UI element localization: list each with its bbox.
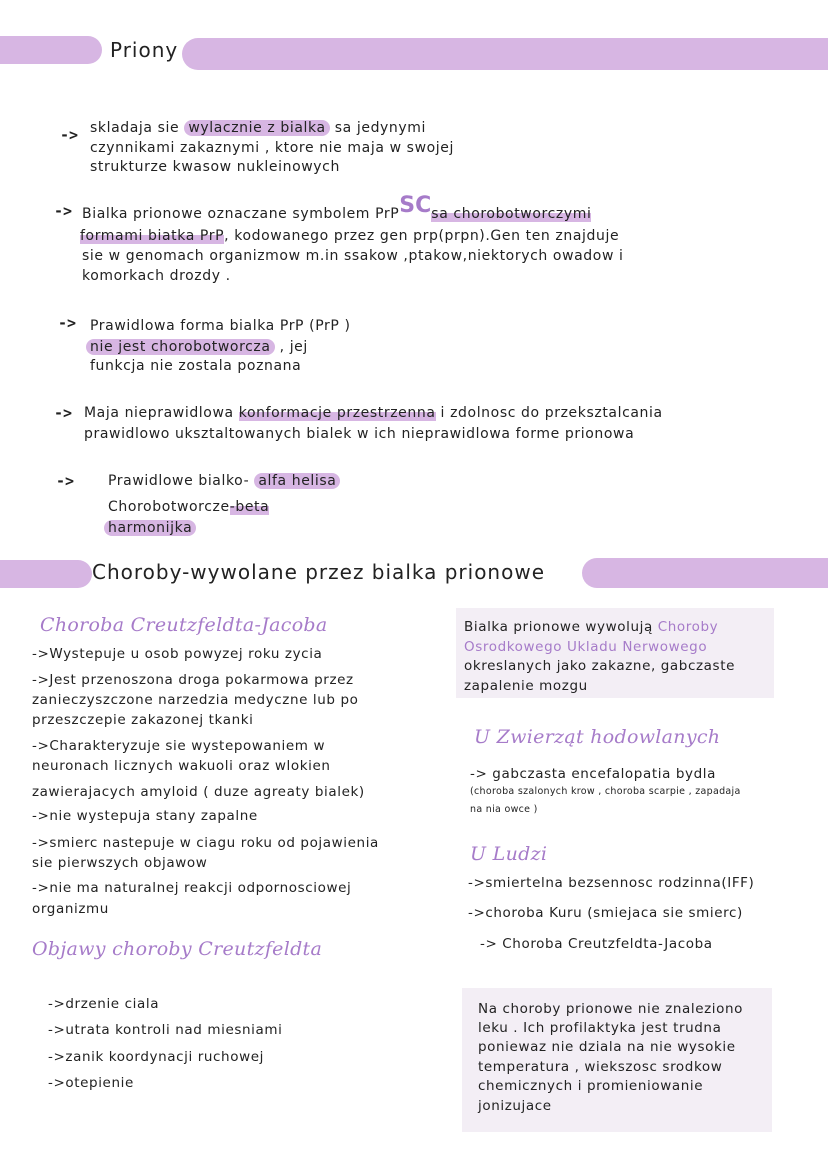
section-band-right xyxy=(582,558,828,588)
bullet-4-line-1: Maja nieprawidlowa konformacje przestrzenna i zdolnosc do przeksztalcania xyxy=(84,405,663,421)
arrow-1: -> xyxy=(60,126,79,144)
title-band-left xyxy=(0,36,102,64)
prp-sc-superscript: SC xyxy=(399,193,432,218)
cjd-item: ->Jest przenoszona droga pokarmowa przez xyxy=(32,672,354,688)
info-box-line: Osrodkowego Ukladu Nerwowego xyxy=(464,639,708,655)
info-box-line: zapalenie mozgu xyxy=(464,678,588,694)
info-box-line: Na choroby prionowe nie znaleziono xyxy=(478,1001,744,1017)
info-box-line: jonizujace xyxy=(478,1098,552,1114)
title-band-right xyxy=(182,38,828,70)
animals-note: na nia owce ) xyxy=(470,804,538,815)
highlight: -beta xyxy=(229,499,270,515)
bullet-5-line-1: Prawidlowe bialko- alfa helisa xyxy=(108,471,340,491)
cjd-item: ->nie wystepuja stany zapalne xyxy=(32,808,258,824)
cjd-item: ->Wystepuje u osob powyzej roku zycia xyxy=(32,646,323,662)
cjd-item: organizmu xyxy=(32,901,109,917)
highlight: nie jest chorobotworcza xyxy=(86,339,275,355)
section-title: Choroby-wywolane przez bialka prionowe xyxy=(92,560,545,584)
info-box-line: temperatura , wiekszosc srodkow xyxy=(478,1059,723,1075)
arrow-3: -> xyxy=(58,314,77,332)
bullet-2-line-4: komorkach drozdy . xyxy=(82,268,231,284)
animals-note: (choroba szalonych krow , choroba scarpie , zapadaja xyxy=(470,786,741,797)
symptoms-title: Objawy choroby Creutzfeldta xyxy=(32,938,323,960)
animals-item: -> gabczasta encefalopatia bydla xyxy=(470,766,716,782)
highlight: formami biatka PrP xyxy=(80,228,225,244)
bullet-2-line-3: sie w genomach organizmow m.in ssakow ,ptakow,niektorych owadow i xyxy=(82,248,624,264)
info-box-line: poniewaz nie dziala na nie wysokie xyxy=(478,1039,736,1055)
arrow-2: -> xyxy=(54,202,73,220)
bullet-3-line-2: nie jest chorobotworcza , jej xyxy=(86,337,308,357)
bullet-2-line-2: formami biatka PrP, kodowanego przez gen prp(prpn).Gen ten znajduje xyxy=(80,228,620,244)
highlight: harmonijka xyxy=(104,520,196,536)
bullet-1-line-3: strukturze kwasow nukleinowych xyxy=(90,159,340,175)
animals-title: U Zwierząt hodowlanych xyxy=(474,726,721,748)
symptom-item: ->zanik koordynacji ruchowej xyxy=(48,1049,264,1065)
cjd-item: ->smierc nastepuje w ciagu roku od pojawienia xyxy=(32,835,379,851)
info-box-line: Bialka prionowe wywolują Choroby xyxy=(464,619,719,635)
page-title: Priony xyxy=(110,38,179,62)
cjd-item: zawierajacych amyloid ( duze agreaty bialek) xyxy=(32,784,365,800)
bullet-3-line-1: Prawidlowa forma bialka PrP (PrP ) xyxy=(90,318,351,334)
humans-title: U Ludzi xyxy=(470,843,548,865)
cjd-item: sie pierwszych objawow xyxy=(32,855,208,871)
highlight: konformacje przestrzenna xyxy=(238,405,436,421)
cjd-item: neuronach licznych wakuoli oraz wlokien xyxy=(32,758,331,774)
highlight: alfa helisa xyxy=(254,473,340,489)
symptom-item: ->drzenie ciala xyxy=(48,996,160,1012)
cjd-item: zanieczyszczone narzedzia medyczne lub po xyxy=(32,692,359,708)
bullet-5-line-2: Chorobotworcze-beta xyxy=(108,499,270,515)
info-box-line: chemicznych i promieniowanie xyxy=(478,1078,704,1094)
cjd-title: Choroba Creutzfeldta-Jacoba xyxy=(40,614,328,636)
symptom-item: ->otepienie xyxy=(48,1075,134,1091)
highlight: sa chorobotworczymi xyxy=(431,206,592,222)
bullet-2-line-1: Bialka prionowe oznaczane symbolem PrPSCsa chorobotworczymi xyxy=(82,193,592,222)
cjd-item: przeszczepie zakazonej tkanki xyxy=(32,712,254,728)
symptom-item: ->utrata kontroli nad miesniami xyxy=(48,1022,283,1038)
bullet-3-line-3: funkcja nie zostala poznana xyxy=(90,358,302,374)
info-box-line: leku . Ich profilaktyka jest trudna xyxy=(478,1020,722,1036)
info-box-line: okreslanych jako zakazne, gabczaste xyxy=(464,658,735,674)
cjd-item: ->Charakteryzuje sie wystepowaniem w xyxy=(32,738,326,754)
cjd-item: ->nie ma naturalnej reakcji odpornosciowej xyxy=(32,880,352,896)
highlight: wylacznie z bialka xyxy=(184,120,329,136)
humans-item: ->smiertelna bezsennosc rodzinna(IFF) xyxy=(468,875,755,891)
humans-item: ->choroba Kuru (smiejaca sie smierc) xyxy=(468,905,743,921)
bullet-1-line-1: skladaja sie wylacznie z bialka sa jedynymi xyxy=(90,120,427,136)
arrow-4: -> xyxy=(54,404,73,422)
bullet-1-line-2: czynnikami zakaznymi , ktore nie maja w swojej xyxy=(90,140,454,156)
bullet-5-line-3 xyxy=(104,518,196,538)
bullet-4-line-2: prawidlowo uksztaltowanych bialek w ich nieprawidlowa forme prionowa xyxy=(84,426,635,442)
arrow-5: -> xyxy=(56,472,75,490)
section-band-left xyxy=(0,560,92,588)
humans-item: -> Choroba Creutzfeldta-Jacoba xyxy=(480,936,713,952)
